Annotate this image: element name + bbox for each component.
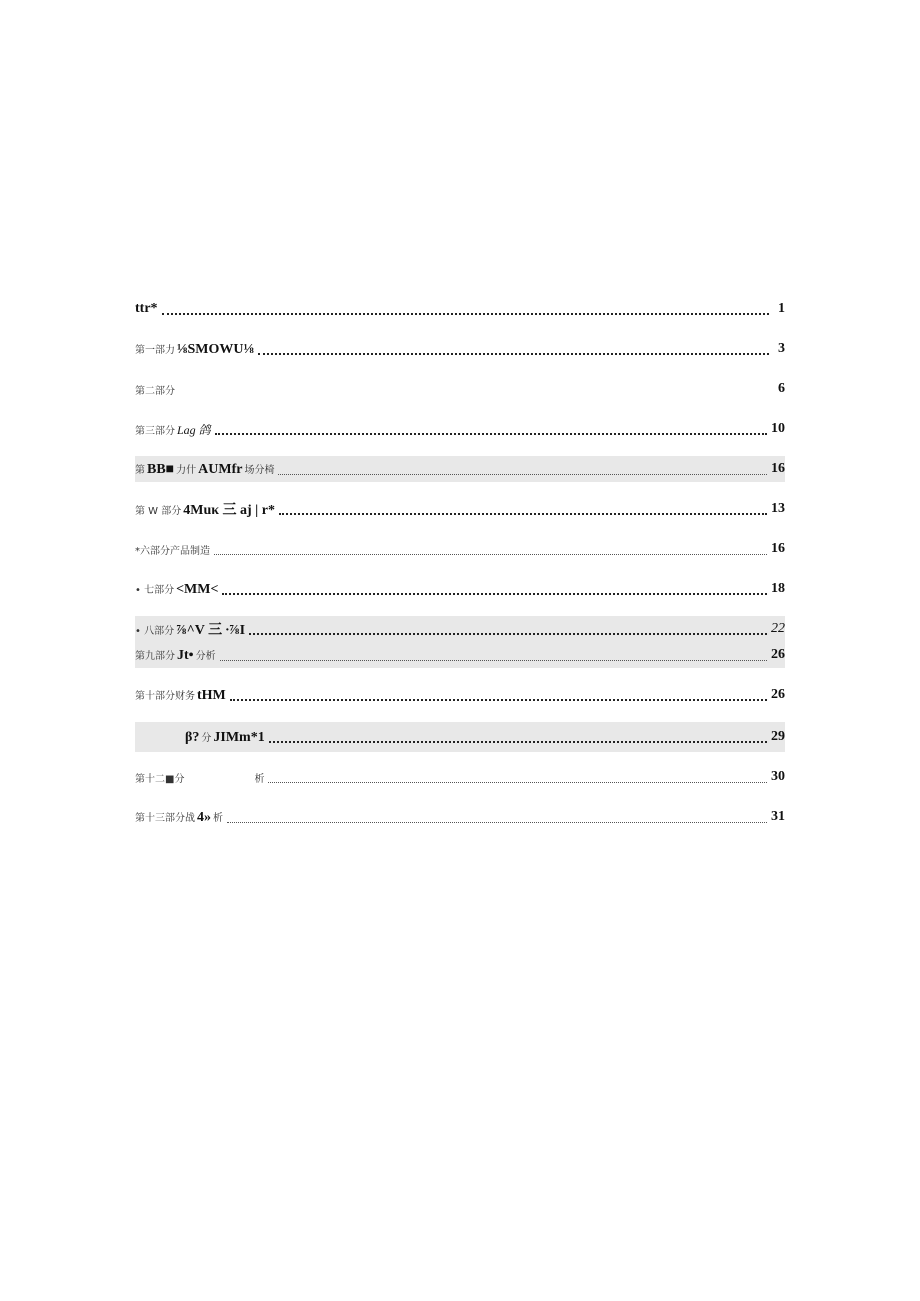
toc-entry-label: ⅞^V 三 ∙⅞I: [176, 623, 246, 638]
toc-entry-title: [135, 809, 223, 826]
toc-page-number: 26: [771, 647, 785, 662]
toc-entry-part-4[interactable]: [135, 456, 785, 482]
toc-leader: [268, 782, 767, 783]
toc-leader: [222, 593, 767, 595]
toc-entry-title: [135, 687, 226, 704]
toc-entry-label: JIMm*1: [213, 729, 265, 745]
toc-entry-title: [135, 647, 216, 664]
toc-page-number: 18: [771, 581, 785, 596]
toc-leader: [230, 699, 767, 701]
toc-entry-label: tHM: [197, 687, 226, 703]
toc-entry-part-label: 第一部力: [135, 344, 175, 356]
toc-entry-part-label: 分: [201, 732, 212, 744]
toc-entry-part-label: 第 W 部分: [135, 506, 182, 517]
toc-leader: [227, 822, 767, 823]
toc-entry-part-label: 第: [135, 464, 145, 476]
toc-entry-part-2[interactable]: [135, 376, 785, 402]
toc-leader: [249, 633, 767, 635]
toc-leader: [258, 353, 769, 355]
toc-entry-part-13[interactable]: [135, 804, 785, 830]
toc-entry-title: [135, 619, 245, 639]
toc-page-number: 10: [771, 421, 785, 436]
toc-entry-label: 4»: [197, 809, 211, 825]
toc-entry-label: 4Muκ 三 aj | r*: [183, 503, 275, 518]
toc-entry-part-label: 析: [254, 773, 265, 785]
toc-entry-title: [135, 301, 158, 317]
toc-entry-part-1[interactable]: [135, 336, 785, 362]
toc-entry-part-label: 第十二■分: [135, 773, 185, 785]
table-of-contents: [135, 296, 785, 830]
toc-page-number: 6: [778, 381, 785, 396]
toc-entry-preface[interactable]: [135, 296, 785, 322]
toc-entry-title: [135, 770, 264, 785]
toc-page-number: 16: [771, 461, 785, 476]
toc-entry-label: AUMfr: [198, 461, 243, 477]
toc-page-number: 16: [771, 541, 785, 556]
toc-entry-label: ⅛SMOWU⅛: [177, 341, 254, 357]
toc-entry-title: [185, 729, 265, 746]
toc-entry-label: Lag 鸽: [177, 422, 211, 437]
toc-entry-part-3[interactable]: [135, 416, 785, 442]
toc-leader: [279, 513, 767, 515]
toc-entry-part-8[interactable]: [135, 616, 785, 642]
toc-entry-part-label: 第二部分: [135, 385, 175, 397]
toc-entry-title: [135, 499, 275, 519]
toc-page-number: 13: [771, 501, 785, 516]
toc-entry-label: ttr*: [135, 301, 158, 316]
toc-leader: [214, 554, 767, 555]
toc-entry-label: <MM<: [176, 581, 219, 597]
toc-page-number: 29: [771, 729, 785, 744]
toc-leader: [162, 313, 769, 315]
toc-page-number: 3: [778, 341, 785, 356]
toc-entry-title: [135, 382, 175, 397]
toc-page-number: 22: [771, 621, 785, 636]
toc-entry-part-label: 第十部分财务: [135, 690, 195, 702]
toc-page-number: 1: [778, 301, 785, 316]
toc-entry-part-label: 场分椅: [244, 464, 275, 476]
toc-entry-part-label: • 七部分: [135, 584, 175, 596]
toc-entry-part-10[interactable]: [135, 682, 785, 708]
toc-leader: [220, 660, 767, 661]
toc-entry-part-label: 第九部分: [135, 650, 175, 662]
toc-entry-label: β?: [185, 729, 200, 745]
toc-entry-part-label: 第十三部分战: [135, 812, 195, 824]
toc-entry-part-label: 力什: [176, 464, 197, 476]
toc-entry-title: [135, 581, 218, 598]
toc-entry-title: [135, 542, 210, 557]
toc-entry-title: [135, 421, 211, 438]
toc-entry-label: Jt•: [177, 647, 194, 663]
toc-page-number: 30: [771, 769, 785, 784]
toc-entry-part-11[interactable]: [135, 722, 785, 752]
toc-entry-title: [135, 341, 254, 358]
toc-entry-part-5[interactable]: [135, 496, 785, 522]
toc-entry-part-6[interactable]: [135, 536, 785, 562]
toc-entry-part-12[interactable]: [135, 764, 785, 790]
toc-entry-part-label: 分析: [195, 650, 216, 662]
toc-entry-part-label: 第三部分: [135, 425, 175, 437]
toc-page-number: 26: [771, 687, 785, 702]
toc-entry-label: BB■: [147, 461, 175, 477]
toc-entry-part-9[interactable]: [135, 642, 785, 668]
toc-leader: [278, 474, 767, 475]
toc-leader: [269, 741, 767, 743]
toc-entry-part-label: • 八部分: [135, 626, 175, 637]
toc-entry-part-label: 析: [213, 812, 223, 824]
toc-entry-part-label: *六部分产品制造: [135, 545, 210, 557]
toc-entry-title: [135, 461, 274, 478]
toc-leader: [215, 433, 767, 435]
toc-entry-part-7[interactable]: [135, 576, 785, 602]
toc-page-number: 31: [771, 809, 785, 824]
